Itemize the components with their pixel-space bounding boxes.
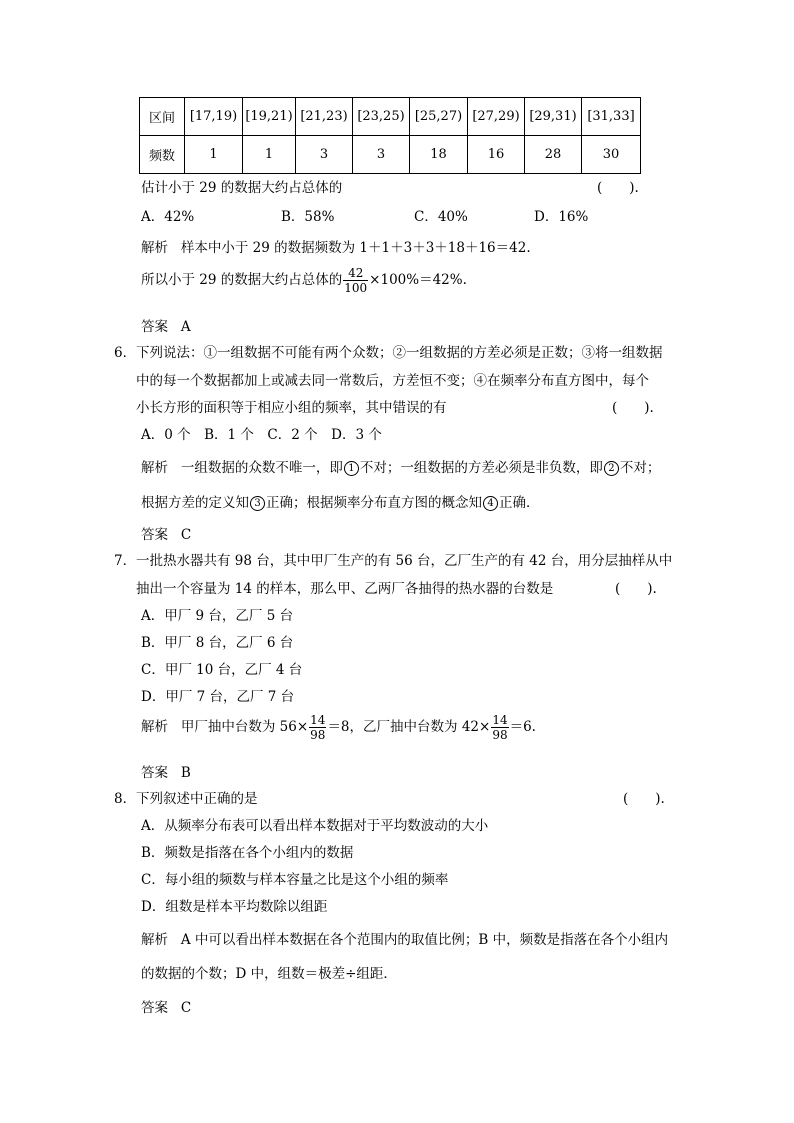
table-header-cell: [23,25)	[353, 98, 410, 136]
table-cell: 18	[410, 136, 468, 174]
q7-answer-paren: ( ).	[615, 581, 657, 597]
q5-stem: 估计小于 29 的数据大约占总体的	[141, 180, 343, 196]
circled-number: 2	[604, 461, 619, 476]
analysis-text: 正确．	[499, 495, 540, 511]
analysis-text: 正确；根据频率分布直方图的概念知	[266, 495, 482, 511]
q8-option-c: C．每小组的频数与样本容量之比是这个小组的频率	[141, 872, 449, 888]
q5-option-b: B．58%	[281, 209, 335, 225]
fraction-denominator: 100	[344, 281, 368, 295]
q8-number: 8．	[114, 791, 137, 807]
q6-options: A．0 个 B．1 个 C．2 个 D．3 个	[141, 427, 382, 443]
q8-analysis-line1	[141, 928, 668, 948]
q7-option-a: A．甲厂 9 台，乙厂 5 台	[141, 608, 294, 624]
analysis-text: ＝8，乙厂抽中台数为 42×	[327, 719, 491, 735]
q8-option-b: B．频数是指落在各个小组内的数据	[141, 845, 354, 861]
table-row-counts	[140, 136, 641, 174]
circled-number: 1	[344, 461, 359, 476]
fraction	[491, 713, 508, 742]
q7-line2: 抽出一个容量为 14 的样本，那么甲、乙两厂各抽得的热水器的台数是	[136, 581, 554, 597]
q5-option-a: A．42%	[141, 209, 195, 225]
answer-label: 答案	[141, 1000, 168, 1016]
q5-option-d: D．16%	[534, 209, 589, 225]
q6-analysis-line2	[141, 491, 540, 511]
table-header-cell: 区间	[140, 98, 185, 136]
analysis-text: ＝6.	[509, 719, 536, 735]
table-header-cell: [25,27)	[410, 98, 468, 136]
fraction	[343, 266, 368, 295]
circled-number: 4	[483, 496, 498, 511]
fraction-denominator: 98	[492, 728, 508, 742]
q8-answer-paren: ( ).	[623, 791, 665, 807]
q6-analysis-line1	[141, 456, 660, 476]
table-header-cell: [19,21)	[243, 98, 296, 136]
q8-option-a: A．从频率分布表可以看出样本数据对于平均数波动的大小	[141, 818, 489, 834]
q8-answer	[141, 996, 191, 1016]
analysis-text: 一组数据的众数不唯一，即	[180, 460, 343, 476]
q5-analysis-line1	[141, 236, 531, 256]
table-cell: 30	[582, 136, 641, 174]
table-cell: 频数	[140, 136, 185, 174]
analysis-label: 解析	[141, 719, 168, 735]
table-cell: 16	[468, 136, 525, 174]
q8-analysis-line2: 的数据的个数；D 中，组数＝极差÷组距．	[141, 966, 397, 982]
q7-option-d: D．甲厂 7 台，乙厂 7 台	[141, 689, 295, 705]
table-row-intervals	[140, 98, 641, 136]
analysis-label: 解析	[141, 932, 168, 948]
answer-value: A	[180, 319, 191, 335]
analysis-text: 不对；一组数据的方差必须是非负数，即	[359, 460, 603, 476]
table-cell: 1	[243, 136, 296, 174]
table-header-cell: [21,23)	[296, 98, 353, 136]
frequency-table	[139, 97, 641, 174]
answer-value: B	[180, 765, 191, 781]
q6-line2: 中的每一个数据都加上或减去同一常数后，方差恒不变；④在频率分布直方图中，每个	[136, 373, 649, 389]
q5-answer	[141, 315, 191, 335]
analysis-text: 不对；	[619, 460, 661, 476]
table-header-cell: [31,33]	[582, 98, 641, 136]
analysis-text: 甲厂抽中台数为 56×	[180, 719, 309, 735]
q6-answer	[141, 523, 191, 543]
q7-analysis	[141, 713, 536, 742]
q5-analysis-line2	[141, 266, 467, 295]
q7-option-c: C．甲厂 10 台，乙厂 4 台	[141, 662, 303, 678]
table-header-cell: [27,29)	[468, 98, 525, 136]
answer-label: 答案	[141, 765, 168, 781]
analysis-label: 解析	[141, 460, 168, 476]
analysis-text: 根据方差的定义知	[141, 495, 249, 511]
q8-stem: 下列叙述中正确的是	[136, 791, 258, 807]
q5-answer-paren: ( ).	[597, 180, 639, 196]
q5-option-c: C．40%	[414, 209, 468, 225]
table-header-cell: [17,19)	[185, 98, 243, 136]
answer-label: 答案	[141, 527, 168, 543]
q7-line1: 一批热水器共有 98 台，其中甲厂生产的有 56 台，乙厂生产的有 42 台，用分层抽样从中	[136, 553, 673, 569]
table-header-cell: [29,31)	[525, 98, 582, 136]
table-cell: 1	[185, 136, 243, 174]
fraction-numerator: 14	[492, 713, 508, 727]
q6-number: 6．	[114, 345, 137, 361]
analysis-text: 所以小于 29 的数据大约占总体的	[141, 272, 343, 288]
q7-option-b: B．甲厂 8 台，乙厂 6 台	[141, 635, 294, 651]
fraction-numerator: 42	[343, 266, 368, 281]
analysis-text: 样本中小于 29 的数据频数为 1＋1＋3＋3＋18＋16＝42.	[180, 240, 531, 256]
table-cell: 3	[296, 136, 353, 174]
circled-number: 3	[250, 496, 265, 511]
table-cell: 3	[353, 136, 410, 174]
analysis-label: 解析	[141, 240, 168, 256]
q6-line3: 小长方形的面积等于相应小组的频率，其中错误的有	[136, 400, 447, 416]
fraction-denominator: 98	[310, 728, 326, 742]
answer-value: C	[180, 1000, 192, 1016]
table-cell: 28	[525, 136, 582, 174]
answer-label: 答案	[141, 319, 168, 335]
q7-answer	[141, 761, 191, 781]
q6-line1: 下列说法：①一组数据不可能有两个众数；②一组数据的方差必须是正数；③将一组数据	[136, 345, 663, 361]
fraction	[309, 713, 326, 742]
analysis-text: A 中可以看出样本数据在各个范围内的取值比例；B 中，频数是指落在各个小组内	[180, 932, 669, 948]
fraction-numerator: 14	[310, 713, 326, 727]
answer-value: C	[180, 527, 192, 543]
analysis-text: ×100%＝42%.	[369, 272, 467, 288]
q6-answer-paren: ( ).	[612, 400, 654, 416]
q7-number: 7．	[114, 553, 137, 569]
q8-option-d: D．组数是样本平均数除以组距	[141, 899, 328, 915]
